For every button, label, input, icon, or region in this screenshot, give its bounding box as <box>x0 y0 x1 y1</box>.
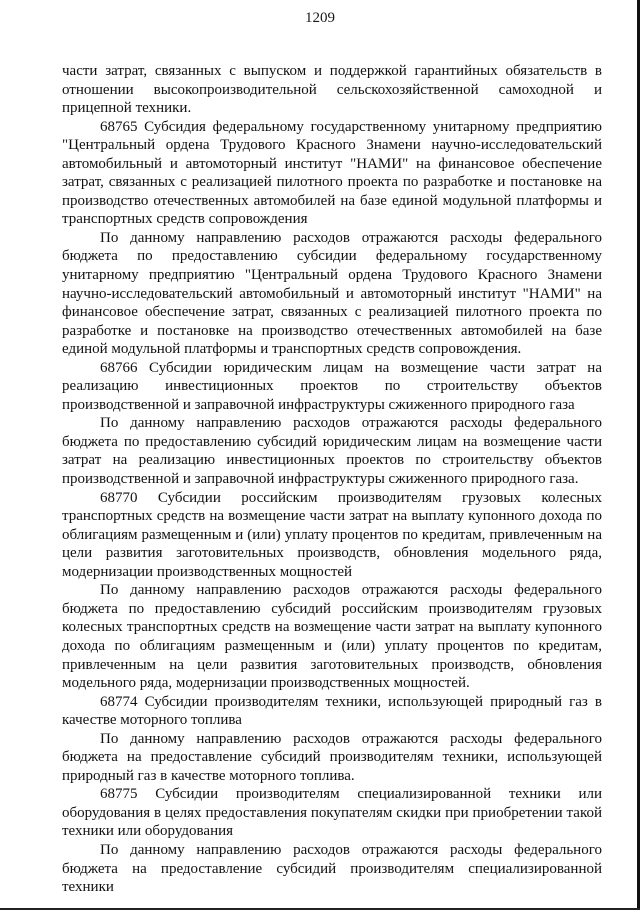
paragraph-68770-heading: 68770 Субсидии российским производителям грузовых колесных транспортных средств на возмещение части затрат на выплату купонного дохода по облигациям размещенным и (или) уплату процентов по кредитам, привлеченным на цели развития заготовительных производств, обновления модельного ряда, модернизации производственных мощностей <box>62 489 602 580</box>
page-number: 1209 <box>305 10 335 26</box>
paragraph-68770-description: По данному направлению расходов отражаются расходы федерального бюджета по предоставлению субсидий российским производителям грузовых колесных транспортных средств на возмещение части затрат на выплату купонного дохода по облигациям размещенным и (или) уплату процентов по кредитам, привлеченным на цели развития заготовительных производств, обновления модельного ряда, модернизации производственных мощностей. <box>62 582 602 692</box>
paragraph-68765-description: По данному направлению расходов отражаются расходы федерального бюджета по предоставлению субсидии федеральному государственному унитарному предприятию "Центральный ордена Трудового Красного Знамени научно-исследовательский автомобильный и автомоторный институт "НАМИ" на финансовое обеспечение затрат, связанных с реализацией пилотного проекта по разработке и постановке на производство отечественных автомобилей на базе единой модульной платформы и транспортных средств сопровождения. <box>62 229 602 358</box>
paragraph-68775-description: По данному направлению расходов отражаются расходы федерального бюджета на предоставление субсидий производителям специализированной техники <box>62 841 602 896</box>
paragraph-68775-heading: 68775 Субсидии производителям специализированной техники или оборудования в целях предоставления покупателям скидки при приобретении такой техники или оборудования <box>62 786 602 840</box>
paragraph-68766-description: По данному направлению расходов отражаются расходы федерального бюджета по предоставлению субсидий юридическим лицам на возмещение части затрат на реализацию инвестиционных проектов по строительству объектов производственной и заправочной инфраструктуры сжиженного природного газа. <box>62 415 602 488</box>
paragraph-68765-heading: 68765 Субсидия федеральному государственному унитарному предприятию "Центральный ордена Трудового Красного Знамени научно-исследовательский автомобильный и автомоторный институт "НАМИ" на финансовое обеспечение затрат, связанных с реализацией пилотного проекта по разработке и постановке на производство отечественных автомобилей на базе единой модульной платформы и транспортных средств сопровождения <box>62 118 602 228</box>
document-body <box>62 62 602 897</box>
paragraph-68774-heading: 68774 Субсидии производителям техники, использующей природный газ в качестве моторного топлива <box>62 693 602 729</box>
paragraph-68766-heading: 68766 Субсидии юридическим лицам на возмещение части затрат на реализацию инвестиционных проектов по строительству объектов производственной и заправочной инфраструктуры сжиженного природного газа <box>62 359 602 413</box>
paragraph-68774-description: По данному направлению расходов отражаются расходы федерального бюджета на предоставление субсидий производителям техники, использующей природный газ в качестве моторного топлива. <box>62 730 602 784</box>
paragraph-continuation: части затрат, связанных с выпуском и поддержкой гарантийных обязательств в отношении высокопроизводительной сельскохозяйственной самоходной и прицепной техники. <box>62 63 602 117</box>
